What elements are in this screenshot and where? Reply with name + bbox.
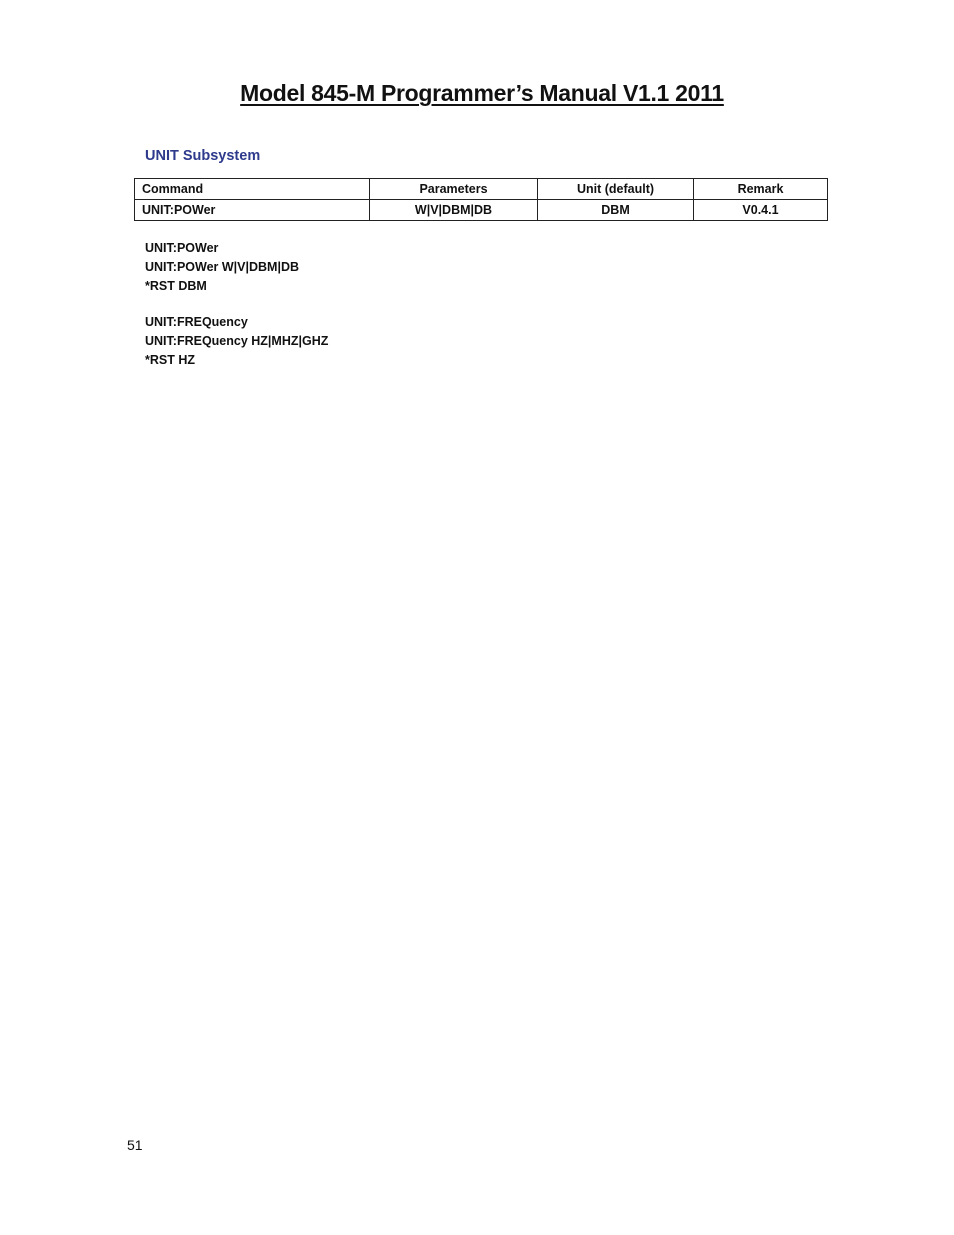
header-parameters: Parameters [370, 179, 538, 200]
power-reset-line: *RST DBM [145, 279, 207, 293]
frequency-query-line: UNIT:FREQuency [145, 315, 248, 329]
page-title: Model 845-M Programmer’s Manual V1.1 2011 [240, 80, 724, 106]
header-unit-default: Unit (default) [538, 179, 694, 200]
table-row [135, 200, 828, 221]
command-table [134, 178, 828, 221]
section-heading: UNIT Subsystem [145, 148, 261, 164]
page-number: 51 [127, 1137, 143, 1153]
header-remark: Remark [694, 179, 828, 200]
cell-parameters: W|V|DBM|DB [370, 200, 538, 221]
cell-command: UNIT:POWer [135, 200, 370, 221]
frequency-syntax-block [145, 313, 328, 370]
frequency-reset-line: *RST HZ [145, 353, 195, 367]
power-set-line: UNIT:POWer W|V|DBM|DB [145, 260, 300, 274]
table-header-row [135, 179, 828, 200]
cell-remark: V0.4.1 [694, 200, 828, 221]
frequency-set-line: UNIT:FREQuency HZ|MHZ|GHZ [145, 334, 329, 348]
power-syntax-block [145, 239, 299, 296]
header-command: Command [135, 179, 370, 200]
power-query-line: UNIT:POWer [145, 241, 219, 255]
cell-unit-default: DBM [538, 200, 694, 221]
